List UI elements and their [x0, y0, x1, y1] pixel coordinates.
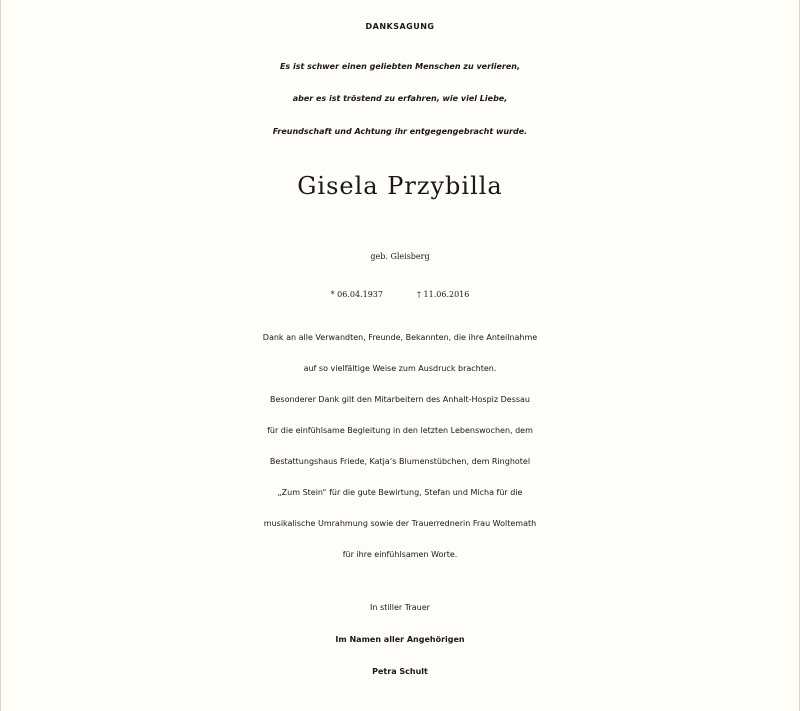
thanks-line-8: für ihre einfühlsamen Worte.: [342, 550, 458, 559]
mourning-line: In stiller Trauer: [370, 603, 430, 612]
death-date: † 11.06.2016: [417, 290, 470, 299]
thanks-line-5: Bestattungshaus Friede, Katja‘s Blumenstübchen, dem Ringhotel: [269, 457, 531, 466]
birth-date: * 06.04.1937: [330, 290, 383, 299]
maiden-name: geb. Gleisberg: [370, 252, 430, 261]
motto-line-2: aber es ist tröstend zu erfahren, wie viel Liebe,: [292, 94, 508, 103]
life-dates: [1, 290, 799, 299]
signature-line: Petra Schult: [372, 667, 428, 676]
motto-line-3: Freundschaft und Achtung ihr entgegengebracht wurde.: [272, 127, 528, 136]
thanks-line-4: für die einfühlsame Begleitung in den letzten Lebenswochen, dem: [267, 426, 533, 435]
notice-heading: DANKSAGUNG: [365, 22, 435, 31]
thanks-line-2: auf so vielfältige Weise zum Ausdruck brachten.: [303, 364, 497, 373]
motto-line-1: Es ist schwer einen geliebten Menschen zu verlieren,: [279, 62, 521, 71]
thanks-line-3: Besonderer Dank gilt den Mitarbeitern des Anhalt-Hospiz Dessau: [269, 395, 530, 404]
thanks-line-1: Dank an alle Verwandten, Freunde, Bekannten, die ihre Anteilnahme: [262, 333, 538, 342]
deceased-name: Gisela Przybilla: [297, 172, 503, 200]
on-behalf-line: Im Namen aller Angehörigen: [335, 635, 465, 644]
thanks-line-7: musikalische Umrahmung sowie der Trauerrednerin Frau Woltemath: [263, 519, 537, 528]
thanks-line-6: „Zum Stein“ für die gute Bewirtung, Stefan und Micha für die: [277, 488, 523, 497]
